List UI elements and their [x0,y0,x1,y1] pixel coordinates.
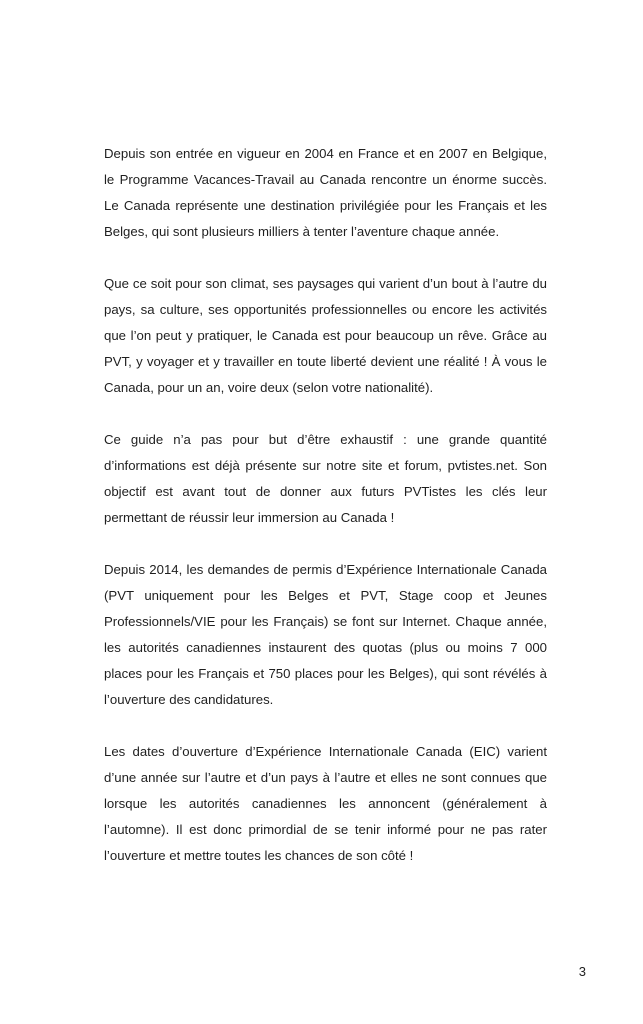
paragraph-4: Depuis 2014, les demandes de permis d’Expérience Internationale Canada (PVT uniquement pour les Belges et PVT, Stage coop et Jeunes Professionnels/VIE pour les Français) se font sur Internet. Chaque année, les autorités canadiennes instaurent des quotas (plus ou moins 7 000 places pour les Français et 750 places pour les Belges), qui sont révélés à l’ouverture des candidatures. [104,562,547,707]
paragraph-2: Que ce soit pour son climat, ses paysages qui varient d’un bout à l’autre du pays, sa culture, ses opportunités professionnelles ou encore les activités que l’on peut y pratiquer, le Canada est pour beaucoup un rêve. Grâce au PVT, y voyager et y travailler en toute liberté devient une réalité ! À vous le Canada, pour un an, voire deux (selon votre nationalité). [104,276,547,395]
paragraph-5: Les dates d’ouverture d’Expérience Internationale Canada (EIC) varient d’une année sur l’autre et d’un pays à l’autre et elles ne sont connues que lorsque les autorités canadiennes les annoncent (généralement à l’automne). Il est donc primordial de se tenir informé pour ne pas rater l’ouverture et mettre toutes les chances de son côté ! [104,744,547,863]
page-number: 3 [578,964,586,979]
paragraph-3: Ce guide n’a pas pour but d’être exhaustif : une grande quantité d’informations est déjà présente sur notre site et forum, pvtistes.net. Son objectif est avant tout de donner aux futurs PVTistes les clés leur permettant de réussir leur immersion au Canada ! [104,432,547,525]
paragraph-1: Depuis son entrée en vigueur en 2004 en France et en 2007 en Belgique, le Programme Vacances-Travail au Canada rencontre un énorme succès. Le Canada représente une destination privilégiée pour les Français et les Belges, qui sont plusieurs milliers à tenter l’aventure chaque année. [104,146,547,239]
body-text [104,141,547,895]
